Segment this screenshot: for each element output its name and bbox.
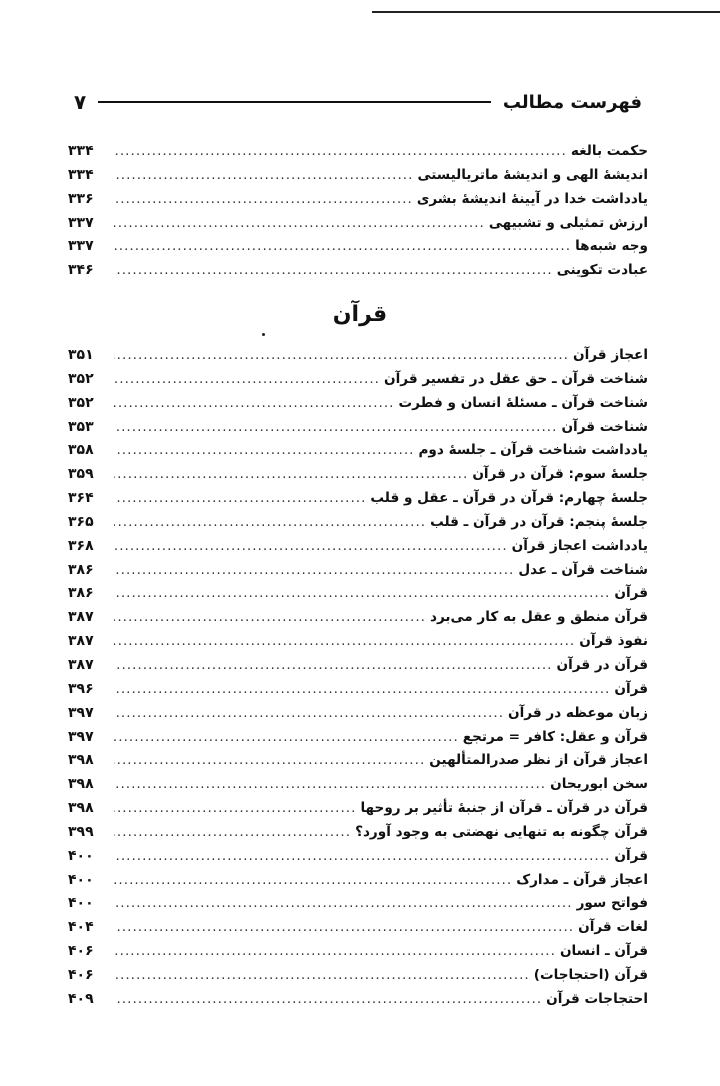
toc-entry-title: یادداشت خدا در آیینهٔ اندیشهٔ بشری	[416, 190, 648, 207]
header-page-number: ۷	[74, 90, 87, 114]
toc-entry	[68, 705, 648, 729]
toc-entry	[68, 143, 648, 167]
toc-entry-title: شناخت قرآن ـ حق عقل در تفسیر قرآن	[383, 370, 648, 387]
toc-entry	[68, 347, 648, 371]
toc-entry-title: قرآن منطق و عقل به کار می‌برد	[429, 609, 648, 626]
leader-dots	[114, 490, 366, 506]
toc-entry-page: ۳۹۸	[68, 752, 94, 769]
toc-entry-title: قرآن در قرآن ـ قرآن از جنبهٔ تأثیر بر روحها	[360, 800, 648, 817]
toc-entry-page: ۳۵۹	[68, 466, 94, 483]
toc-entry	[68, 419, 648, 443]
leader-dots	[114, 585, 610, 601]
toc-entry-page: ۳۳۴	[68, 166, 94, 183]
leader-dots	[114, 729, 459, 745]
toc-entry-title: جلسهٔ چهارم: قرآن در قرآن ـ عقل و قلب	[370, 490, 648, 507]
toc-entry-page: ۳۸۶	[68, 585, 94, 602]
header-title: فهرست مطالب	[502, 91, 642, 113]
toc-entry-page: ۳۵۸	[68, 442, 94, 459]
toc-entry-page: ۳۹۹	[68, 823, 94, 840]
toc-entry-page: ۴۰۶	[68, 943, 94, 960]
toc-entry	[68, 967, 648, 991]
toc-entry-title: قرآن ـ انسان	[559, 943, 648, 960]
toc-entry-page: ۳۵۲	[68, 370, 94, 387]
toc-entry-page: ۳۶۸	[68, 537, 94, 554]
toc-entry-title: حکمت بالغه	[570, 143, 648, 159]
toc-entry	[68, 395, 648, 419]
leader-dots	[114, 538, 508, 554]
toc-entry-page: ۳۳۶	[68, 190, 94, 207]
toc-entry-page: ۳۴۶	[68, 262, 94, 279]
toc-entry-page: ۴۰۹	[68, 990, 94, 1007]
toc-entry-page: ۳۶۴	[68, 490, 94, 507]
leader-dots	[114, 191, 413, 207]
toc-entry-page: ۴۰۰	[68, 871, 94, 888]
toc-entry	[68, 776, 648, 800]
toc-entry	[68, 943, 648, 967]
leader-dots	[114, 633, 575, 649]
toc-entry	[68, 538, 648, 562]
toc-entry	[68, 657, 648, 681]
toc-entry-page: ۳۵۳	[68, 418, 94, 435]
toc-entry-title: لغات قرآن	[578, 919, 648, 936]
toc-entry	[68, 729, 648, 753]
toc-entry-page: ۳۹۷	[68, 728, 94, 745]
header-rule	[98, 101, 491, 103]
toc-entry	[68, 167, 648, 191]
toc-entry	[68, 848, 648, 872]
toc-entry-page: ۴۰۶	[68, 966, 94, 983]
toc-entry-page: ۳۸۷	[68, 633, 94, 650]
toc-entry-page: ۳۹۶	[68, 680, 94, 697]
toc-entry	[68, 262, 648, 286]
toc-list-top	[68, 143, 648, 286]
toc-entry-title: جلسهٔ سوم: قرآن در قرآن	[472, 466, 648, 483]
leader-dots	[114, 143, 567, 159]
toc-entry	[68, 585, 648, 609]
toc-entry-page: ۴۰۰	[68, 895, 94, 912]
toc-entry-title: قرآن	[614, 680, 648, 697]
toc-entry	[68, 633, 648, 657]
section-heading: قرآن	[332, 302, 388, 327]
toc-entry-title: وجه شبه‌ها	[575, 238, 648, 255]
leader-dots	[114, 919, 574, 935]
leader-dots	[114, 419, 557, 435]
toc-entry	[68, 872, 648, 896]
leader-dots	[114, 872, 512, 888]
leader-dots	[114, 262, 553, 278]
toc-entry	[68, 800, 648, 824]
toc-entry-page: ۳۹۷	[68, 704, 94, 721]
toc-entry-title: یادداشت شناخت قرآن ـ جلسهٔ دوم	[418, 442, 648, 459]
toc-entry	[68, 824, 648, 848]
leader-dots	[114, 562, 514, 578]
toc-entry-page: ۴۰۴	[68, 919, 94, 936]
leader-dots	[114, 943, 556, 959]
toc-entry-title: یادداشت اعجاز قرآن	[511, 537, 648, 554]
leader-dots	[114, 371, 380, 387]
toc-entry-title: قرآن و عقل: کافر = مرتجع	[462, 728, 648, 745]
leader-dots	[114, 395, 395, 411]
toc-entry-title: نفوذ قرآن	[579, 633, 648, 650]
toc-entry-title: قرآن چگونه به تنهایی نهضتی به وجود آورد؟	[355, 823, 648, 840]
toc-entry-title: اعجاز قرآن	[572, 347, 648, 363]
leader-dots	[114, 776, 546, 792]
toc-entry	[68, 752, 648, 776]
toc-entry-page: ۳۵۲	[68, 394, 94, 411]
leader-dots	[114, 238, 571, 254]
toc-entry-title: فواتح سور	[576, 895, 648, 912]
page-header	[74, 90, 642, 114]
toc-entry	[68, 609, 648, 633]
toc-entry	[68, 238, 648, 262]
leader-dots	[114, 215, 485, 231]
toc-entry-page: ۳۶۵	[68, 513, 94, 530]
toc-entry-title: احتجاجات قرآن	[546, 990, 648, 1007]
leader-dots	[114, 609, 426, 625]
toc-entry	[68, 490, 648, 514]
toc-entry-title: شناخت قرآن ـ مسئلهٔ انسان و فطرت	[398, 394, 648, 411]
print-speck	[262, 333, 265, 336]
leader-dots	[114, 466, 468, 482]
toc-entry-page: ۳۹۸	[68, 776, 94, 793]
toc-entry-title: قرآن در قرآن	[556, 656, 648, 673]
leader-dots	[114, 967, 530, 983]
toc-entry-title: قرآن	[614, 585, 648, 602]
toc-entry	[68, 215, 648, 239]
leader-dots	[114, 681, 610, 697]
toc-entry	[68, 562, 648, 586]
toc-entry-title: زبان موعظه در قرآن	[508, 704, 648, 721]
toc-entry	[68, 991, 648, 1015]
toc-entry-title: قرآن (احتجاجات)	[533, 966, 648, 983]
toc-entry	[68, 371, 648, 395]
toc-entry-page: ۳۹۸	[68, 800, 94, 817]
toc-entry-title: ارزش تمثیلی و تشبیهی	[488, 214, 648, 231]
toc-entry	[68, 191, 648, 215]
leader-dots	[114, 705, 504, 721]
toc-entry-page: ۳۸۷	[68, 609, 94, 626]
toc-entry	[68, 681, 648, 705]
toc-entry-title: اعجاز قرآن ـ مدارک	[516, 871, 648, 888]
toc-entry-page: ۳۸۶	[68, 561, 94, 578]
leader-dots	[114, 824, 351, 840]
leader-dots	[114, 848, 610, 864]
top-rule	[372, 11, 720, 13]
toc-entry-title: سخن ابوریحان	[550, 776, 648, 793]
toc-entry-page: ۳۸۷	[68, 656, 94, 673]
leader-dots	[114, 752, 425, 768]
toc-entry-title: قرآن	[614, 847, 648, 864]
leader-dots	[114, 347, 569, 363]
toc-entry-title: اندیشهٔ الهی و اندیشهٔ ماتریالیستی	[417, 166, 648, 183]
leader-dots	[114, 800, 356, 816]
toc-entry-title: شناخت قرآن	[561, 418, 648, 435]
toc-list-quran	[68, 347, 648, 1015]
toc-entry	[68, 895, 648, 919]
toc-entry-title: جلسهٔ پنجم: قرآن در قرآن ـ قلب	[430, 513, 648, 530]
toc-entry-title: اعجاز قرآن از نظر صدرالمتألهین	[429, 752, 648, 769]
toc-entry-page: ۳۵۱	[68, 347, 94, 363]
toc-entry	[68, 466, 648, 490]
leader-dots	[114, 514, 426, 530]
toc-entry-page: ۴۰۰	[68, 847, 94, 864]
leader-dots	[114, 657, 552, 673]
leader-dots	[114, 442, 414, 458]
toc-entry	[68, 919, 648, 943]
toc-entry-page: ۳۳۴	[68, 143, 94, 159]
leader-dots	[114, 167, 413, 183]
toc-entry-page: ۳۳۷	[68, 214, 94, 231]
toc-entry	[68, 514, 648, 538]
toc-entry-page: ۳۳۷	[68, 238, 94, 255]
toc-entry-title: عبادت تکوینی	[556, 262, 648, 279]
leader-dots	[114, 991, 542, 1007]
leader-dots	[114, 895, 573, 911]
toc-entry-title: شناخت قرآن ـ عدل	[518, 561, 648, 578]
toc-entry	[68, 442, 648, 466]
